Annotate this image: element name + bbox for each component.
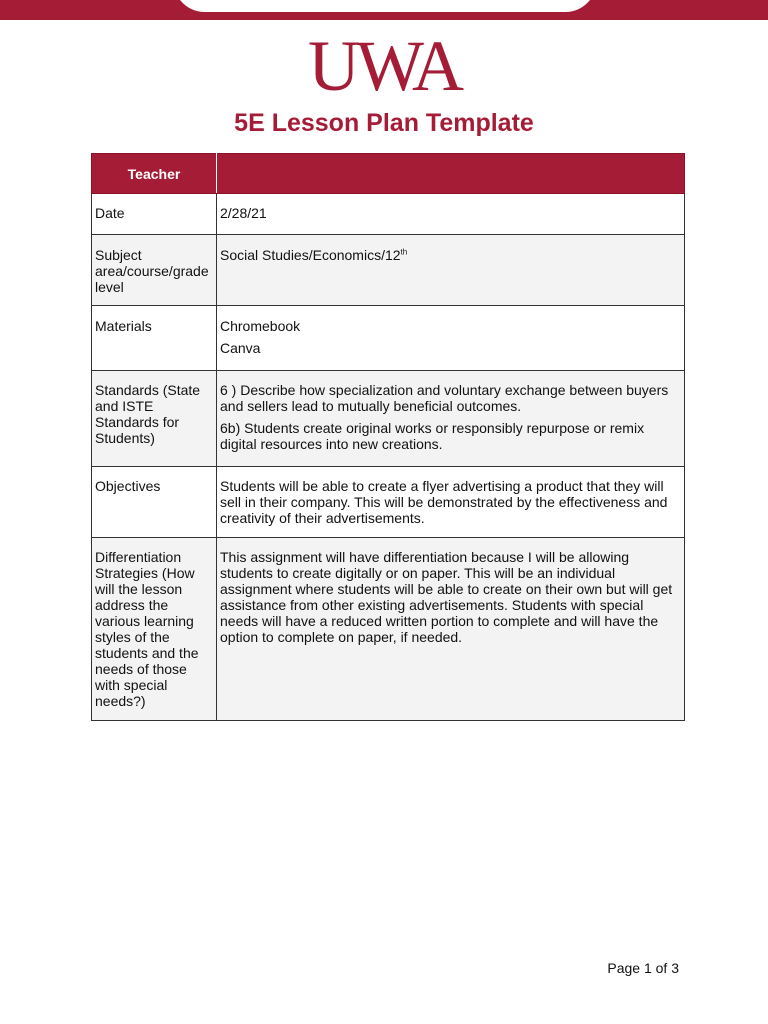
- table-row-objectives: [92, 467, 685, 538]
- document-title: 5E Lesson Plan Template: [234, 109, 534, 137]
- uwa-logo: UWA: [308, 26, 460, 106]
- date-value: 2/28/21: [220, 205, 267, 221]
- row-label-materials: Materials: [92, 306, 217, 371]
- standard-item: 6b) Students create original works or responsibly repurpose or remix digital resources into new creations.: [220, 420, 645, 452]
- table-row-date: [92, 194, 685, 235]
- subject-value: Social Studies/Economics/12: [220, 247, 401, 263]
- row-label-standards: Standards (State and ISTE Standards for Students): [92, 371, 217, 467]
- row-value-subject: [217, 235, 685, 306]
- objective-text: Students will be able to create a flyer advertising a product that they will sell in their company. This will be demonstrated by the effectiveness and creativity of their advertisements.: [220, 478, 668, 526]
- row-label-date: Date: [92, 194, 217, 235]
- teacher-header-row: [92, 154, 685, 194]
- teacher-value: [217, 154, 685, 194]
- teacher-label: Teacher: [92, 154, 217, 194]
- lesson-plan-table: [91, 153, 685, 721]
- material-item: Chromebook: [220, 318, 301, 334]
- row-label-differentiation: Differentiation Strategies (How will the lesson address the various learning styles of the students and the needs of those with special needs?): [92, 538, 217, 721]
- row-value-standards: [217, 371, 685, 467]
- row-value-materials: [217, 306, 685, 371]
- table-row-materials: [92, 306, 685, 371]
- standard-item: 6 ) Describe how specialization and voluntary exchange between buyers and sellers lead to mutually beneficial outcomes.: [220, 382, 669, 414]
- table-row-standards: [92, 371, 685, 467]
- top-brand-bar: [0, 0, 768, 20]
- row-label-subject: Subject area/course/grade level: [92, 235, 217, 306]
- page-number: Page 1 of 3: [607, 960, 679, 976]
- row-value-objectives: [217, 467, 685, 538]
- table-row-subject: [92, 235, 685, 306]
- row-value-differentiation: [217, 538, 685, 721]
- differentiation-text: This assignment will have differentiation because I will be allowing students to create digitally or on paper. This will be an individual assignment where students will be able to create on their own but will get assistance from other existing advertisements. Students with special needs will have a reduced written portion to complete and will have the option to complete on paper, if needed.: [220, 549, 673, 645]
- row-value-date: [217, 194, 685, 235]
- table-row-differentiation: [92, 538, 685, 721]
- subject-value-superscript: th: [400, 247, 408, 257]
- material-item: Canva: [220, 340, 261, 356]
- row-label-objectives: Objectives: [92, 467, 217, 538]
